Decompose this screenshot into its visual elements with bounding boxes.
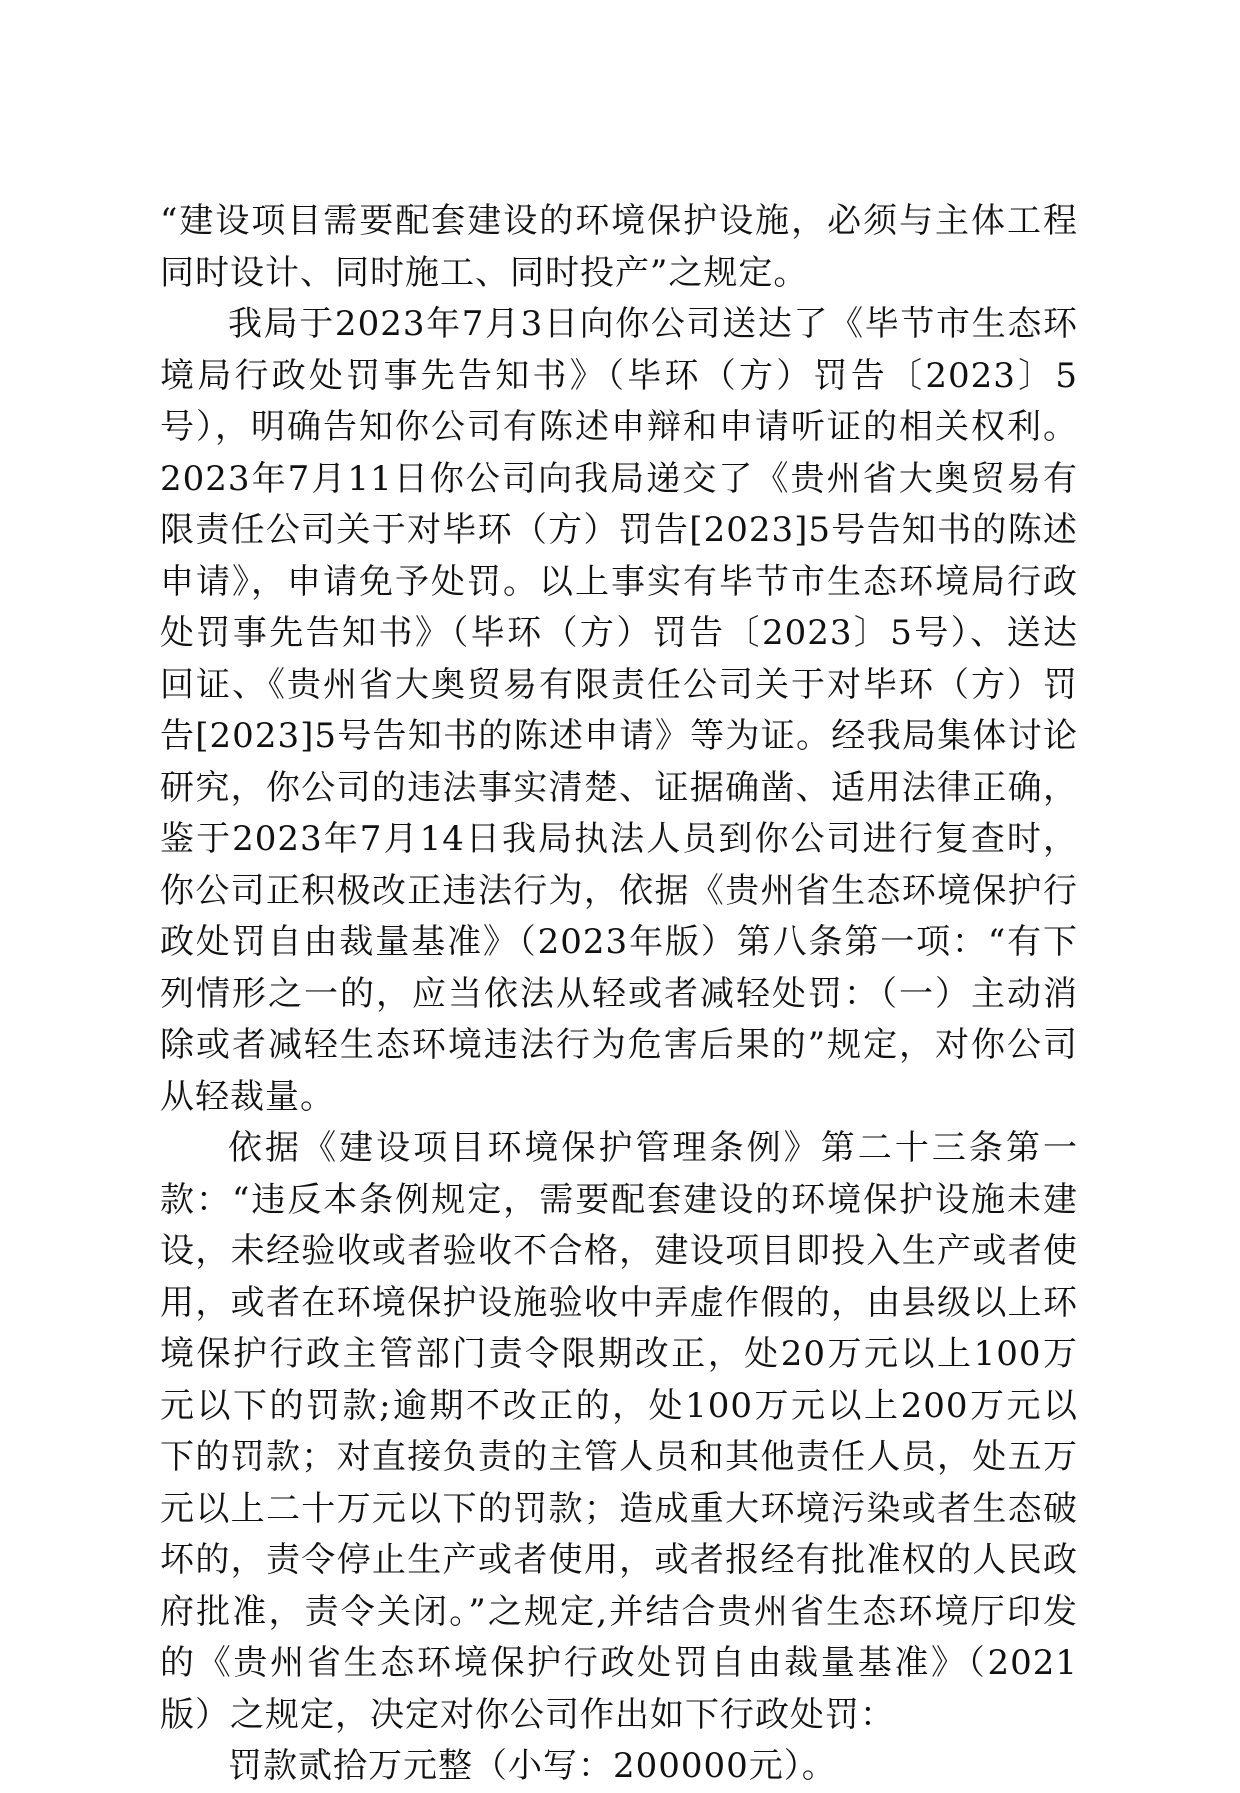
paragraph-continuation: “建设项目需要配套建设的环境保护设施，必须与主体工程同时设计、同时施工、同时投产”之规定。 bbox=[160, 201, 1078, 293]
paragraph-notice-facts: 我局于2023年7月3日向你公司送达了《毕节市生态环境局行政处罚事先告知书》（毕环（方）罚告〔2023〕5号），明确告知你公司有陈述申辩和申请听证的相关权利。2023年7月11日你公司向我局递交了《贵州省大奥贸易有限责任公司关于对毕环（方）罚告[2023]5号告知书的陈述申请》，申请免予处罚。以上事实有毕节市生态环境局行政处罚事先告知书》（毕环（方）罚告〔2023〕5号）、送达回证、《贵州省大奥贸易有限责任公司关于对毕环（方）罚告[2023]5号告知书的陈述申请》等为证。经我局集体讨论研究，你公司的违法事实清楚、证据确凿、适用法律正确，鉴于2023年7月14日我局执法人员到你公司进行复查时，你公司正积极改正违法行为，依据《贵州省生态环境保护行政处罚自由裁量基准》（2023年版）第八条第一项：“有下列情形之一的，应当依法从轻或者减轻处罚：（一）主动消除或者减轻生态环境违法行为危害后果的”规定，对你公司从轻裁量。 bbox=[160, 304, 1078, 1117]
paragraph-penalty: 罚款贰拾万元整（小写：200000元）。 bbox=[228, 1746, 837, 1786]
document-body bbox=[160, 196, 1078, 1793]
paragraph-legal-basis: 依据《建设项目环境保护管理条例》第二十三条第一款：“违反本条例规定，需要配套建设的环境保护设施未建设，未经验收或者验收不合格，建设项目即投入生产或者使用，或者在环境保护设施验收中弄虚作假的，由县级以上环境保护行政主管部门责令限期改正，处20万元以上100万元以下的罚款;逾期不改正的，处100万元以上200万元以下的罚款；对直接负责的主管人员和其他责任人员，处五万元以上二十万元以下的罚款；造成重大环境污染或者生态破坏的，责令停止生产或者使用，或者报经有批准权的人民政府批准，责令关闭。”之规定,并结合贵州省生态环境厅印发的《贵州省生态环境保护行政处罚自由裁量基准》（2021版）之规定，决定对你公司作出如下行政处罚： bbox=[160, 1128, 1078, 1735]
